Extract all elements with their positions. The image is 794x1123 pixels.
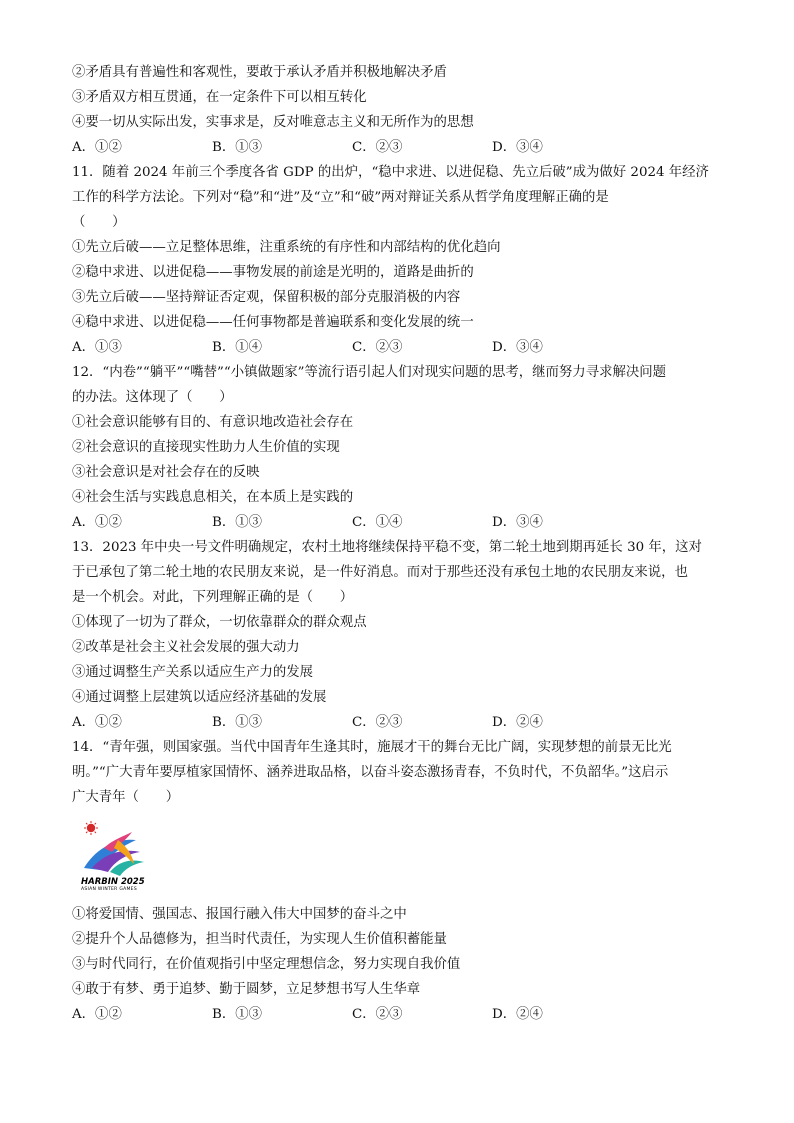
question-14 xyxy=(72,735,732,1027)
option-d[interactable]: D．③④ xyxy=(492,340,543,355)
option-c[interactable]: C．②③ xyxy=(352,1007,403,1022)
q11-stem-line: 工作的科学方法论。下列对“稳”和“进”及“立”和“破”两对辩证关系从哲学角度理解正确的是 xyxy=(72,190,609,205)
option-d[interactable]: D．③④ xyxy=(492,140,543,155)
option-d[interactable]: D．②④ xyxy=(492,1007,543,1022)
option-b[interactable]: B．①③ xyxy=(212,515,263,530)
q13-options xyxy=(72,710,732,735)
option-a[interactable]: A．①② xyxy=(72,1007,122,1022)
q14-item: ③与时代同行，在价值观指引中坚定理想信念，努力实现自我价值 xyxy=(72,957,461,972)
option-c[interactable]: C．②③ xyxy=(352,715,403,730)
q13-stem-line: 于已承包了第二轮土地的农民朋友来说，是一件好消息。而对于那些还没有承包土地的农民朋友来说，也 xyxy=(72,565,688,580)
option-b[interactable]: B．①④ xyxy=(212,340,263,355)
harbin-asian-winter-games-logo-icon xyxy=(78,818,148,898)
q12-options xyxy=(72,510,732,535)
q12-item: ④社会生活与实践息息相关，在本质上是实践的 xyxy=(72,490,354,505)
q11-options xyxy=(72,335,732,360)
q12-item: ③社会意识是对社会存在的反映 xyxy=(72,465,260,480)
option-a[interactable]: A．①② xyxy=(72,715,122,730)
q12-item: ②社会意识的直接现实性助力人生价值的实现 xyxy=(72,440,340,455)
q12-stem-line: 的办法。这体现了（ ） xyxy=(72,390,233,405)
q11-item: ④稳中求进、以进促稳——任何事物都是普遍联系和变化发展的统一 xyxy=(72,315,474,330)
q13-item: ④通过调整上层建筑以适应经济基础的发展 xyxy=(72,690,327,705)
q12-item: ①社会意识能够有目的、有意识地改造社会存在 xyxy=(72,415,354,430)
option-c[interactable]: C．②③ xyxy=(352,340,403,355)
q13-item: ③通过调整生产关系以适应生产力的发展 xyxy=(72,665,314,680)
q14-stem-line: 明。”“广大青年要厚植家国情怀、涵养进取品格，以奋斗姿态激扬青春，不负时代，不负韶华。”这启示 xyxy=(72,765,669,780)
question-11 xyxy=(72,160,732,360)
q13-stem-line: 是一个机会。对此，下列理解正确的是（ ） xyxy=(72,590,354,605)
option-a[interactable]: A．①② xyxy=(72,140,122,155)
logo-title: HARBIN 2025 xyxy=(81,877,145,887)
q10-options xyxy=(72,135,732,160)
option-b[interactable]: B．①③ xyxy=(212,140,263,155)
q11-stem-line: 11．随着 2024 年前三个季度各省 GDP 的出炉，“稳中求进、以进促稳、先立后破”成为做好 2024 年经济 xyxy=(72,165,709,180)
logo-star xyxy=(84,821,98,835)
option-d[interactable]: D．③④ xyxy=(492,515,543,530)
option-d[interactable]: D．②④ xyxy=(492,715,543,730)
q11-item: ②稳中求进、以进促稳——事物发展的前途是光明的，道路是曲折的 xyxy=(72,265,474,280)
q14-item: ④敢于有梦、勇于追梦、勤于圆梦，立足梦想书写人生华章 xyxy=(72,982,421,997)
option-a[interactable]: A．①② xyxy=(72,515,122,530)
q13-item: ②改革是社会主义社会发展的强大动力 xyxy=(72,640,300,655)
q10-item: ④要一切从实际出发，实事求是，反对唯意志主义和无所作为的思想 xyxy=(72,115,474,130)
q14-item: ①将爱国情、强国志、报国行融入伟大中国梦的奋斗之中 xyxy=(72,907,407,922)
option-a[interactable]: A．①③ xyxy=(72,340,122,355)
q14-options xyxy=(72,1002,732,1027)
option-c[interactable]: C．②③ xyxy=(352,140,403,155)
option-b[interactable]: B．①③ xyxy=(212,715,263,730)
option-c[interactable]: C．①④ xyxy=(352,515,403,530)
q14-stem-line: 广大青年（ ） xyxy=(72,790,180,805)
q13-stem-line: 13．2023 年中央一号文件明确规定，农村土地将继续保持平稳不变，第二轮土地到期再延长 30 年，这对 xyxy=(72,540,702,555)
logo-subtitle: ASIAN WINTER GAMES xyxy=(81,887,137,892)
q11-item: ③先立后破——坚持辩证否定观，保留积极的部分克服消极的内容 xyxy=(72,290,461,305)
option-b[interactable]: B．①③ xyxy=(212,1007,263,1022)
q14-item: ②提升个人品德修为，担当时代责任，为实现人生价值积蓄能量 xyxy=(72,932,447,947)
q10-item: ②矛盾具有普遍性和客观性，要敢于承认矛盾并积极地解决矛盾 xyxy=(72,65,447,80)
question-10 xyxy=(72,60,732,160)
q13-item: ①体现了一切为了群众，一切依靠群众的群众观点 xyxy=(72,615,367,630)
q11-stem-line: （ ） xyxy=(72,215,126,230)
harbin-2025-logo xyxy=(78,818,732,898)
q14-stem-line: 14．“青年强，则国家强。当代中国青年生逢其时，施展才干的舞台无比广阔，实现梦想的前景无比光 xyxy=(72,740,672,755)
question-13 xyxy=(72,535,732,735)
q10-item: ③矛盾双方相互贯通，在一定条件下可以相互转化 xyxy=(72,90,367,105)
q12-stem-line: 12．“内卷”“躺平”“嘴替”“小镇做题家”等流行语引起人们对现实问题的思考，继而努力寻求解决问题 xyxy=(72,365,667,380)
q11-item: ①先立后破——立足整体思维，注重系统的有序性和内部结构的优化趋向 xyxy=(72,240,501,255)
exam-page xyxy=(72,60,732,1027)
question-12 xyxy=(72,360,732,535)
